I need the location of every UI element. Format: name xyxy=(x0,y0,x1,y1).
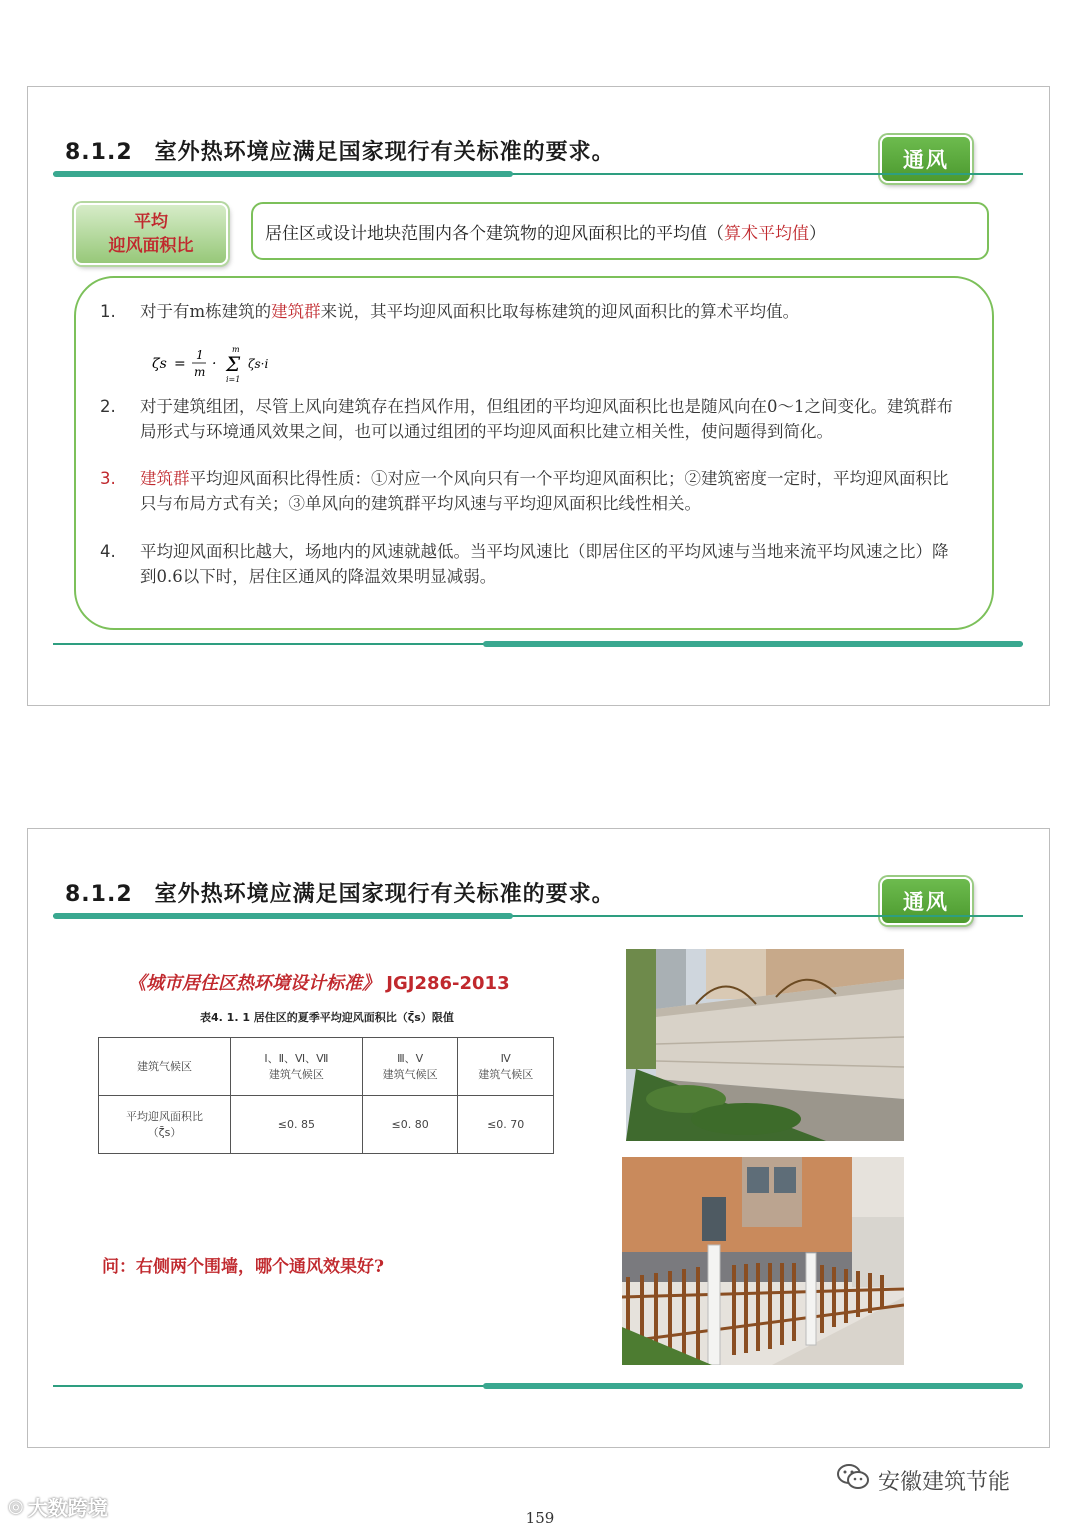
footer-rule xyxy=(53,1383,1023,1389)
svg-text:ζ̄s: ζ̄s xyxy=(152,356,167,372)
solid-wall-photo xyxy=(626,949,904,1141)
ventilation-tag: 通风 xyxy=(880,135,972,183)
list-item: 2. 对于建筑组团，尽管上风向建筑存在挡风作用，但组团的平均迎风面积比也是随风向在0～1之间变化。建筑群布局形式与环境通风效果之间，也可以通过组团的平均迎风面积比建立相关性，使问题得到简化。 xyxy=(100,397,953,441)
watermark-logo-icon: ◎ xyxy=(8,1496,24,1517)
svg-text:m: m xyxy=(232,345,240,354)
svg-text:=: = xyxy=(174,356,186,372)
list-item: 4. 平均迎风面积比越大，场地内的风速就越低。当平均风速比（即居住区的平均风速与当地来流平均风速之比）降到0.6以下时，居住区通风的降温效果明显减弱。 xyxy=(100,542,949,586)
watermark-right: 安徽建筑节能 xyxy=(836,1462,1010,1498)
page-number: 159 xyxy=(525,1509,555,1527)
table-row: 建筑气候区 Ⅰ、Ⅱ、Ⅵ、Ⅶ 建筑气候区 Ⅲ、Ⅴ 建筑气候区 Ⅳ 建筑气候区 xyxy=(99,1038,554,1096)
question-text: 问：右侧两个围墙，哪个通风效果好? xyxy=(102,1257,384,1277)
svg-text:1: 1 xyxy=(196,348,204,362)
standard-title: 《城市居住区热环境设计标准》 JGJ286-2013 xyxy=(128,973,510,994)
watermark-left: ◎ 大数跨境 xyxy=(8,1496,108,1520)
average-formula xyxy=(150,344,310,384)
limit-table xyxy=(98,1037,554,1154)
title-rule xyxy=(53,913,1023,919)
open-fence-photo xyxy=(622,1157,904,1365)
svg-text:m: m xyxy=(194,365,206,379)
slide-1 xyxy=(27,86,1050,706)
svg-text:·: · xyxy=(212,356,217,372)
definition-text: 居住区或设计地块范围内各个建筑物的迎风面积比的平均值（ 算术平均值 ） xyxy=(251,202,989,260)
svg-text:ζs·i: ζs·i xyxy=(248,357,269,371)
title-rule xyxy=(53,171,1023,177)
definition-label: 平均 迎风面积比 xyxy=(74,203,228,265)
svg-text:i=1: i=1 xyxy=(226,375,241,384)
list-item: 3. 建筑群平均迎风面积比得性质：①对应一个风向只有一个平均迎风面积比；②建筑密度一定时，平均迎风面积比只与布局方式有关；③单风向的建筑群平均风速与平均迎风面积比线性相关。 xyxy=(100,469,949,513)
table-caption: 表4. 1. 1 居住区的夏季平均迎风面积比（ζ̄s）限值 xyxy=(200,1011,454,1024)
slide-title: 8.1.2 室外热环境应满足国家现行有关标准的要求。 xyxy=(65,882,615,907)
properties-box xyxy=(74,276,994,630)
svg-text:Σ: Σ xyxy=(226,352,241,376)
footer-rule xyxy=(53,641,1023,647)
table-row: 平均迎风面积比 （ζ̄s） ≤0. 85 ≤0. 80 ≤0. 70 xyxy=(99,1096,554,1154)
slide-title: 8.1.2 室外热环境应满足国家现行有关标准的要求。 xyxy=(65,140,615,165)
slide-2 xyxy=(27,828,1050,1448)
ventilation-tag: 通风 xyxy=(880,877,972,925)
wechat-icon xyxy=(836,1462,870,1498)
list-item: 1. 对于有m栋建筑的建筑群来说，其平均迎风面积比取每栋建筑的迎风面积比的算术平均值。 xyxy=(100,302,800,321)
